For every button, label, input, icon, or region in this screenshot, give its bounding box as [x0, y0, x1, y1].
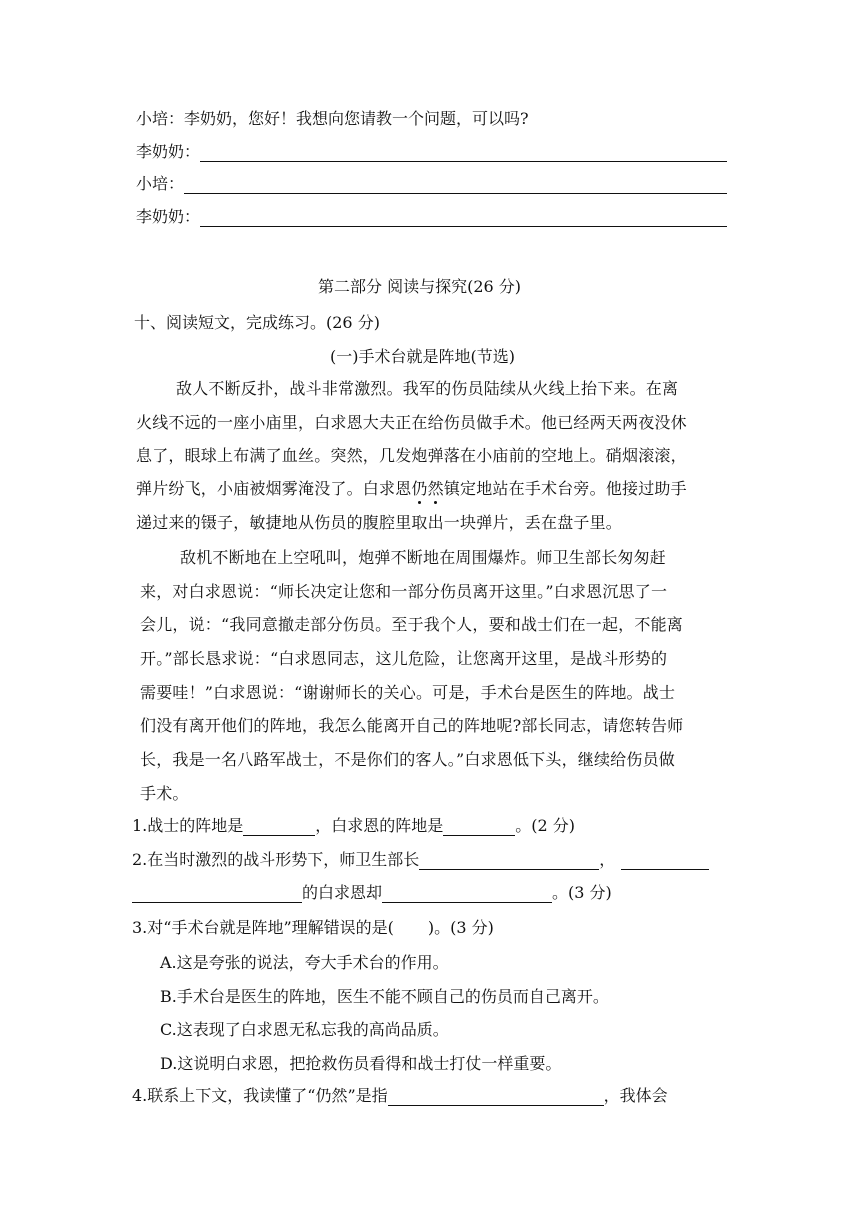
answer-blank[interactable] — [200, 143, 727, 162]
passage-title: (一)手术台就是阵地(节选) — [330, 347, 515, 366]
passage-line: 弹片纷飞，小庙被烟雾淹没了。白求恩仍然镇定地站在手术台旁。他接过助手 — [136, 476, 687, 499]
passage-line: 息了，眼球上布满了血丝。突然，几发炮弹落在小庙前的空地上。硝烟滚滚， — [136, 446, 687, 465]
passage-line: 火线不远的一座小庙里，白求恩大夫正在给伤员做手术。他已经两天两夜没休 — [136, 413, 687, 432]
emphasis-char: 仍 — [411, 476, 427, 499]
answer-blank[interactable] — [184, 175, 727, 194]
section-title: 第二部分 阅读与探究(26 分) — [318, 277, 522, 296]
option-d: D.这说明白求恩，把抢救伤员看得和战士打仗一样重要。 — [160, 1054, 562, 1073]
dialogue-line-grandma-2 — [136, 205, 727, 227]
passage-line: 手术。 — [140, 784, 189, 803]
dialogue-line-grandma-1 — [136, 140, 727, 162]
speaker-label: 李奶奶： — [136, 142, 201, 161]
question-4: 4.联系上下文，我读懂了“仍然”是指 ，我体会 — [132, 1086, 668, 1105]
dialogue-line-xiaopei-1: 小培：李奶奶，您好！我想向您请教一个问题，可以吗? — [136, 109, 529, 128]
passage-line: 递过来的镊子，敏捷地从伤员的腹腔里取出一块弹片，丢在盘子里。 — [136, 513, 623, 532]
speaker-label: 小培： — [136, 174, 185, 193]
answer-blank[interactable] — [200, 208, 727, 227]
answer-blank[interactable] — [132, 884, 302, 903]
speaker-label: 李奶奶： — [136, 207, 201, 226]
question-heading: 十、阅读短文，完成练习。(26 分) — [134, 313, 380, 332]
passage-line: 敌人不断反扑，战斗非常激烈。我军的伤员陆续从火线上抬下来。在离 — [176, 379, 679, 398]
answer-blank[interactable] — [388, 1087, 604, 1106]
answer-blank[interactable] — [382, 884, 552, 903]
question-2-line-1: 2.在当时激烈的战斗形势下，师卫生部长 ， — [132, 848, 709, 870]
option-c: C.这表现了白求恩无私忘我的高尚品质。 — [160, 1020, 449, 1039]
passage-line: 需要哇！”白求恩说：“谢谢师长的关心。可是，手术台是医生的阵地。战士 — [140, 683, 676, 702]
passage-line: 长，我是一名八路军战士，不是你们的客人。”白求恩低下头，继续给伤员做 — [140, 750, 675, 769]
passage-line: 会儿，说：“我同意撤走部分伤员。至于我个人，要和战士们在一起，不能离 — [140, 615, 683, 634]
passage-line: 开。”部长恳求说：“白求恩同志，这儿危险，让您离开这里，是战斗形势的 — [140, 649, 668, 668]
option-a: A.这是夸张的说法，夸大手术台的作用。 — [160, 953, 449, 972]
question-2-line-2: 的白求恩却 。(3 分) — [132, 881, 612, 903]
answer-blank[interactable] — [621, 851, 709, 870]
passage-line: 来，对白求恩说：“师长决定让您和一部分伤员离开这里。”白求恩沉思了一 — [140, 582, 668, 601]
emphasis-char: 然 — [428, 476, 444, 499]
passage-line: 敌机不断地在上空吼叫，炮弹不断地在周围爆炸。师卫生部长匆匆赶 — [180, 548, 667, 567]
answer-blank[interactable] — [243, 817, 315, 836]
dialogue-line-xiaopei-2 — [136, 172, 727, 194]
option-b: B.手术台是医生的阵地，医生不能不顾自己的伤员而自己离开。 — [160, 987, 609, 1006]
question-3: 3.对“手术台就是阵地”理解错误的是( )。(3 分) — [132, 918, 494, 937]
answer-blank[interactable] — [443, 817, 515, 836]
question-1: 1.战士的阵地是 ，白求恩的阵地是 。(2 分) — [132, 816, 576, 835]
answer-blank[interactable] — [419, 851, 599, 870]
passage-line: 们没有离开他们的阵地，我怎么能离开自己的阵地呢?部长同志，请您转告师 — [140, 716, 684, 735]
